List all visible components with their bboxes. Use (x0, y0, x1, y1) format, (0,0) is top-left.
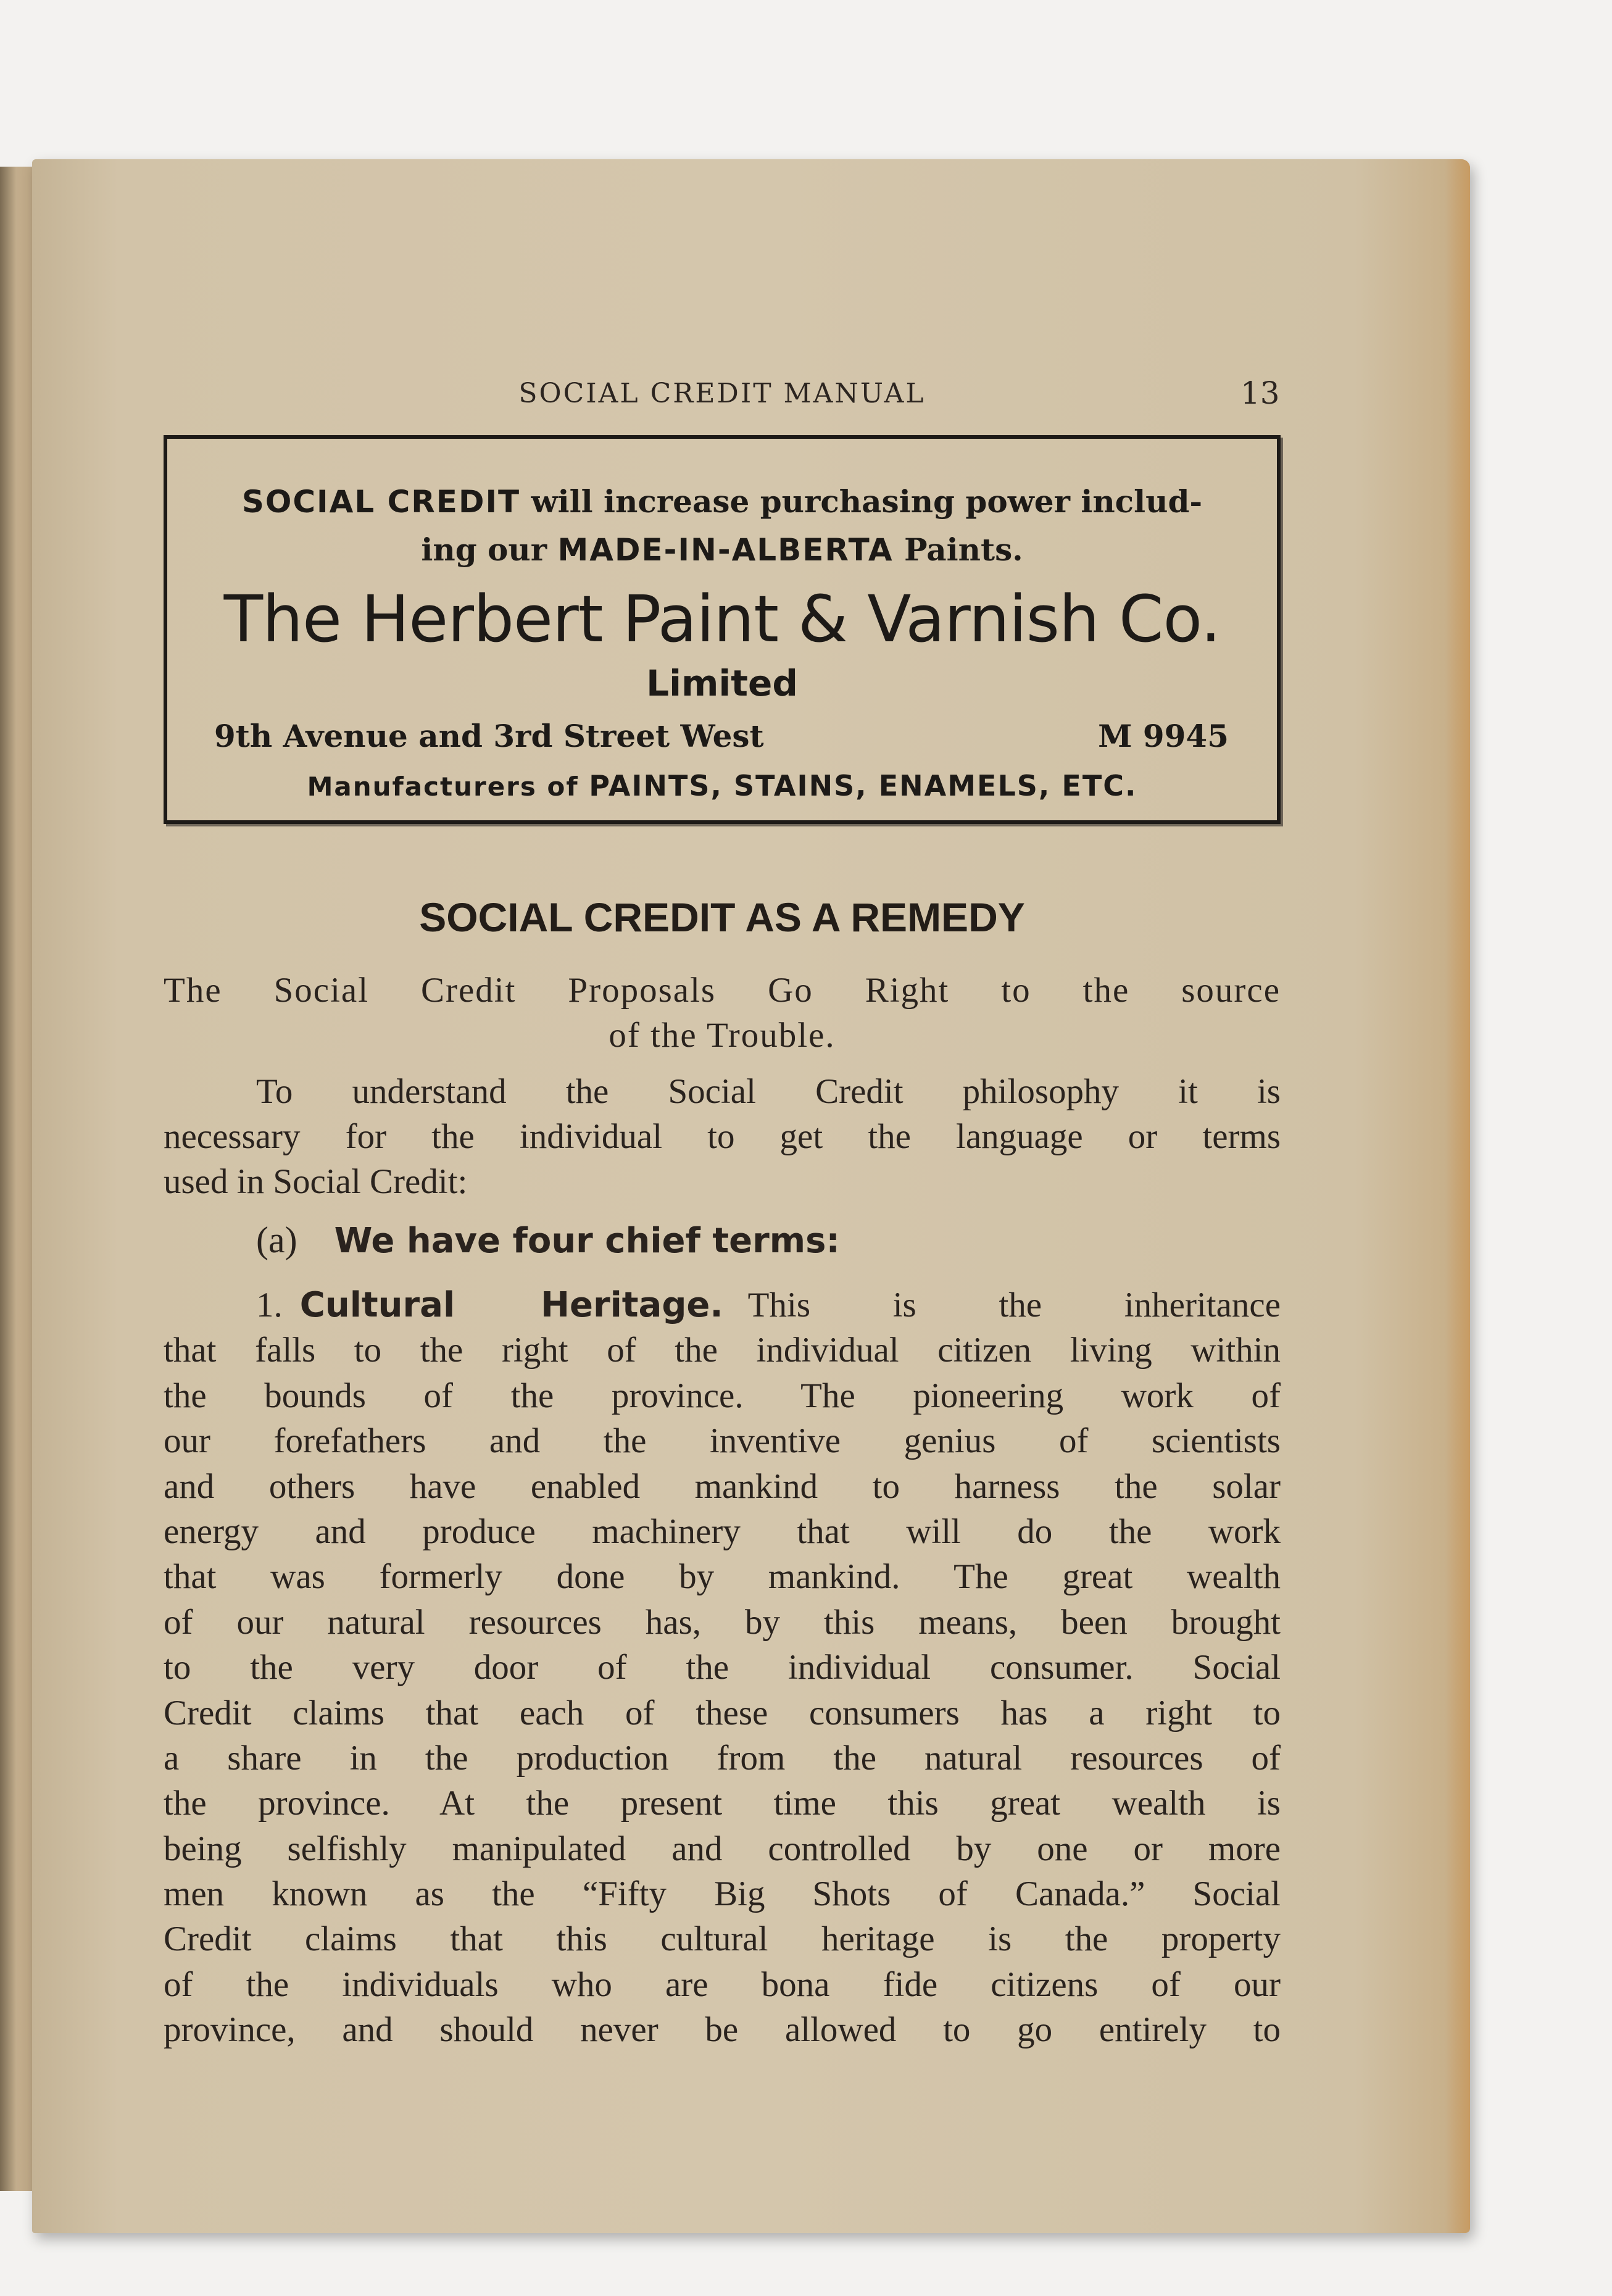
section-subtitle (164, 968, 1281, 1058)
ad-social-credit: SOCIAL CREDIT (241, 484, 521, 520)
section-title: SOCIAL CREDIT AS A REMEDY (419, 894, 1025, 940)
ad-made-in-alberta: MADE-IN-ALBERTA (557, 532, 894, 568)
body-line: of our natural resources has, by this means, been brought (164, 1602, 1281, 1642)
intro-line: To understand the Social Credit philosophy it is (256, 1072, 1281, 1111)
ad-line-2 (167, 531, 1277, 568)
body-line: being selfishly manipulated and controlled by one or more (164, 1829, 1281, 1868)
cultural-heritage-paragraph (164, 1283, 1281, 2053)
intro-paragraph (164, 1069, 1281, 1204)
item-1-number: 1. (256, 1286, 283, 1325)
ad-line-2-start: ing our (421, 531, 558, 568)
body-line: and others have enabled mankind to harness the solar (164, 1466, 1281, 1506)
ad-line-1 (167, 483, 1277, 520)
ad-company-name: The Herbert Paint & Varnish Co. (223, 581, 1221, 657)
body-line: Credit claims that each of these consumers has a right to (164, 1693, 1281, 1732)
ad-mfg-label: Manufacturers of (307, 772, 589, 802)
body-line: to the very door of the individual consumer. Social (164, 1648, 1281, 1687)
ad-manufacturers-line (167, 769, 1277, 802)
item-1-first-text: This is the inheritance (747, 1286, 1281, 1325)
point-a-label: (a) (256, 1220, 297, 1260)
body-line: that was formerly done by mankind. The great wealth (164, 1557, 1281, 1597)
body-line: our forefathers and the inventive genius of scientists (164, 1421, 1281, 1461)
subtitle-line: The Social Credit Proposals Go Right to the source (164, 971, 1281, 1010)
page-edge-shading (1445, 159, 1470, 2233)
ad-limited: Limited (646, 662, 798, 704)
ad-phone: M 9945 (1098, 718, 1229, 754)
body-line: men known as the “Fifty Big Shots of Canada.” Social (164, 1874, 1281, 1914)
ad-mfg-products: PAINTS, STAINS, ENAMELS, ETC. (589, 769, 1137, 802)
page-number: 13 (1240, 375, 1280, 411)
body-line: the province. At the present time this great wealth is (164, 1784, 1281, 1823)
body-line: the bounds of the province. The pioneering work of (164, 1376, 1281, 1415)
subtitle-line: of the Trouble. (609, 1016, 836, 1055)
ad-line-1-rest: will increase purchasing power includ- (520, 483, 1203, 520)
intro-line: necessary for the individual to get the language or terms (164, 1117, 1281, 1156)
point-a-text: We have four chief terms: (334, 1221, 840, 1261)
intro-line: used in Social Credit: (164, 1162, 468, 1201)
item-1-first-line (164, 1283, 1281, 1328)
body-line: a share in the production from the natural resources of (164, 1738, 1281, 1778)
ad-line-2-end: Paints. (893, 531, 1023, 568)
running-head: SOCIAL CREDIT MANUAL (518, 378, 926, 409)
item-1-heading: Cultural Heritage. (299, 1285, 723, 1325)
body-line: that falls to the right of the individual citizen living within (164, 1331, 1281, 1370)
body-line: of the individuals who are bona fide citizens of our (164, 1965, 1281, 2004)
body-line: Credit claims that this cultural heritage is the property (164, 1920, 1281, 1959)
point-a (256, 1218, 1373, 1263)
body-line: energy and produce machinery that will do the work (164, 1512, 1281, 1551)
ad-address: 9th Avenue and 3rd Street West (214, 718, 764, 754)
advertisement-box (164, 435, 1281, 824)
body-line: province, and should never be allowed to go entirely to (164, 2010, 1281, 2050)
